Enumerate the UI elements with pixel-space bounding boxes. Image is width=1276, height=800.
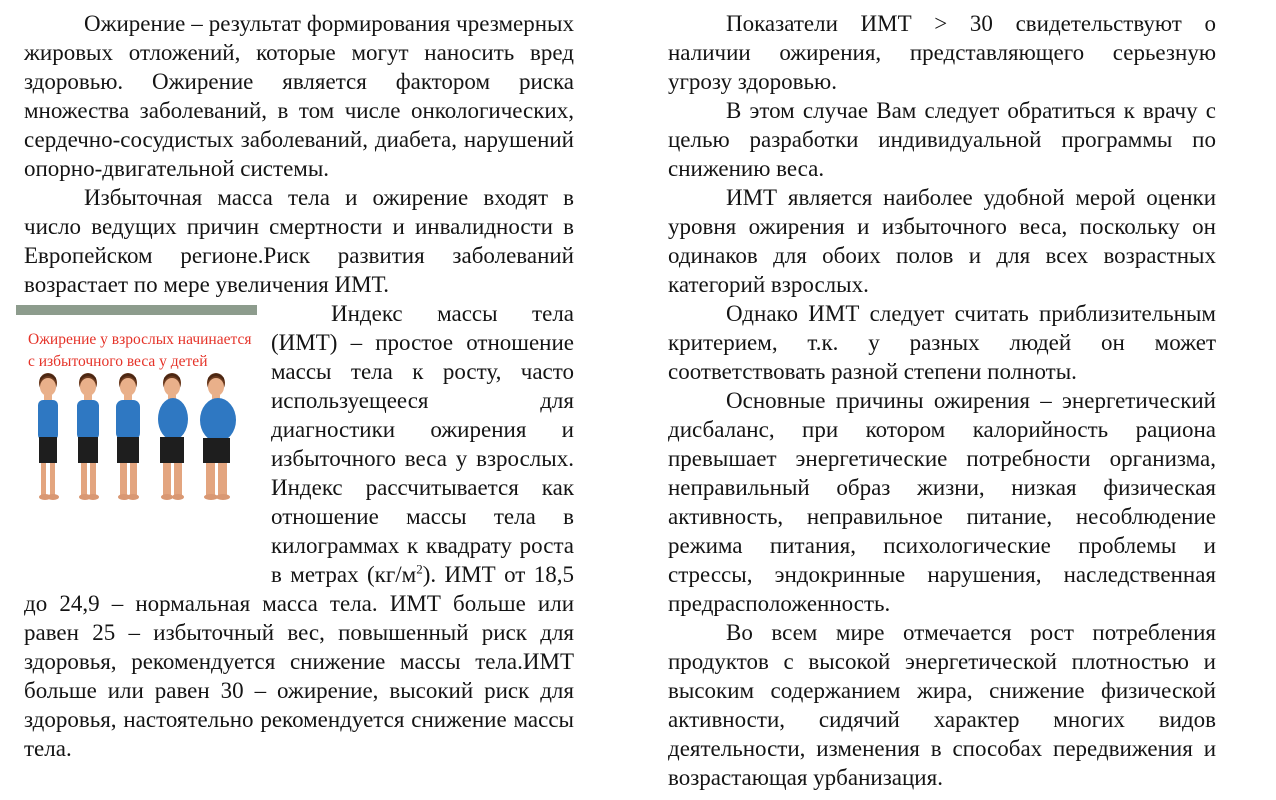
paragraph-causes: Основные причины ожирения – энергетический дисбаланс, при котором калорийность рациона превышает энергетические потребности организма, неправильный образ жизни, низкая физическая активность, неправильное питание, несоблюдение режима питания, психологические проблемы и стрессы, эндокринные нарушения, наследственная предрасположенность. bbox=[668, 388, 1216, 616]
paragraph-mortality: Избыточная масса тела и ожирение входят в число ведущих причин смертности и инвалидности в Европейском регионе.Риск развития заболеваний возрастает по мере увеличения ИМТ. bbox=[24, 185, 574, 297]
illustration-header-bar bbox=[16, 305, 257, 315]
bmi-text-end: ). ИМТ от 18,5 до 24,9 – нормальная масса тела. ИМТ больше или равен 25 – избыточный вес, повышенный риск для здоровья, рекомендуется снижение массы тела.ИМТ больше или равен 30 – ожирение, высокий риск для здоровья, настоятельно рекомендуется снижение массы тела. bbox=[24, 562, 574, 761]
right-column bbox=[668, 9, 1216, 792]
paragraph-bmi-approximate: Однако ИМТ следует считать приблизительным критерием, т.к. у разных людей он может соответствовать разной степени полноты. bbox=[668, 301, 1216, 384]
paragraph-bmi-threshold: Показатели ИМТ > 30 свидетельствуют о наличии ожирения, представляющего серьезную угрозу здоровью. bbox=[668, 11, 1216, 94]
squared-superscript: 2 bbox=[416, 561, 423, 577]
paragraph-see-doctor: В этом случае Вам следует обратиться к врачу с целью разработки индивидуальной программы по снижению веса. bbox=[668, 98, 1216, 181]
paragraph-global-trends: Во всем мире отмечается рост потребления продуктов с высокой энергетической плотностью и высоким содержанием жира, снижение физической активности, сидячий характер многих видов деятельности, изменения в способах передвижения и возрастающая урбанизация. bbox=[668, 620, 1216, 790]
paragraph-bmi-convenience: ИМТ является наиболее удобной мерой оценки уровня ожирения и избыточного веса, поскольку он одинаков для обоих полов и для всех возрастных категорий взрослых. bbox=[668, 185, 1216, 297]
children-silhouettes-image bbox=[30, 369, 240, 529]
bmi-text-start: Индекс массы тела (ИМТ) – простое отношение массы тела к росту, часто используещееся для диагностики ожирения и избыточного веса у взрослых. Индекс рассчитывается как отношение массы тела в килограммах к квадрату роста в метрах (кг/м bbox=[271, 301, 574, 587]
left-column bbox=[24, 9, 574, 763]
illustration-caption: Ожирение у взрослых начинается с избыточного веса у детей bbox=[28, 331, 252, 370]
paragraph-obesity-definition: Ожирение – результат формирования чрезмерных жировых отложений, которые могут наносить вред здоровью. Ожирение является фактором риска множества заболеваний, в том числе онкологических, сердечно-сосудистых заболеваний, диабета, нарушений опорно-двигательной системы. bbox=[24, 11, 574, 181]
obesity-illustration bbox=[16, 305, 259, 565]
